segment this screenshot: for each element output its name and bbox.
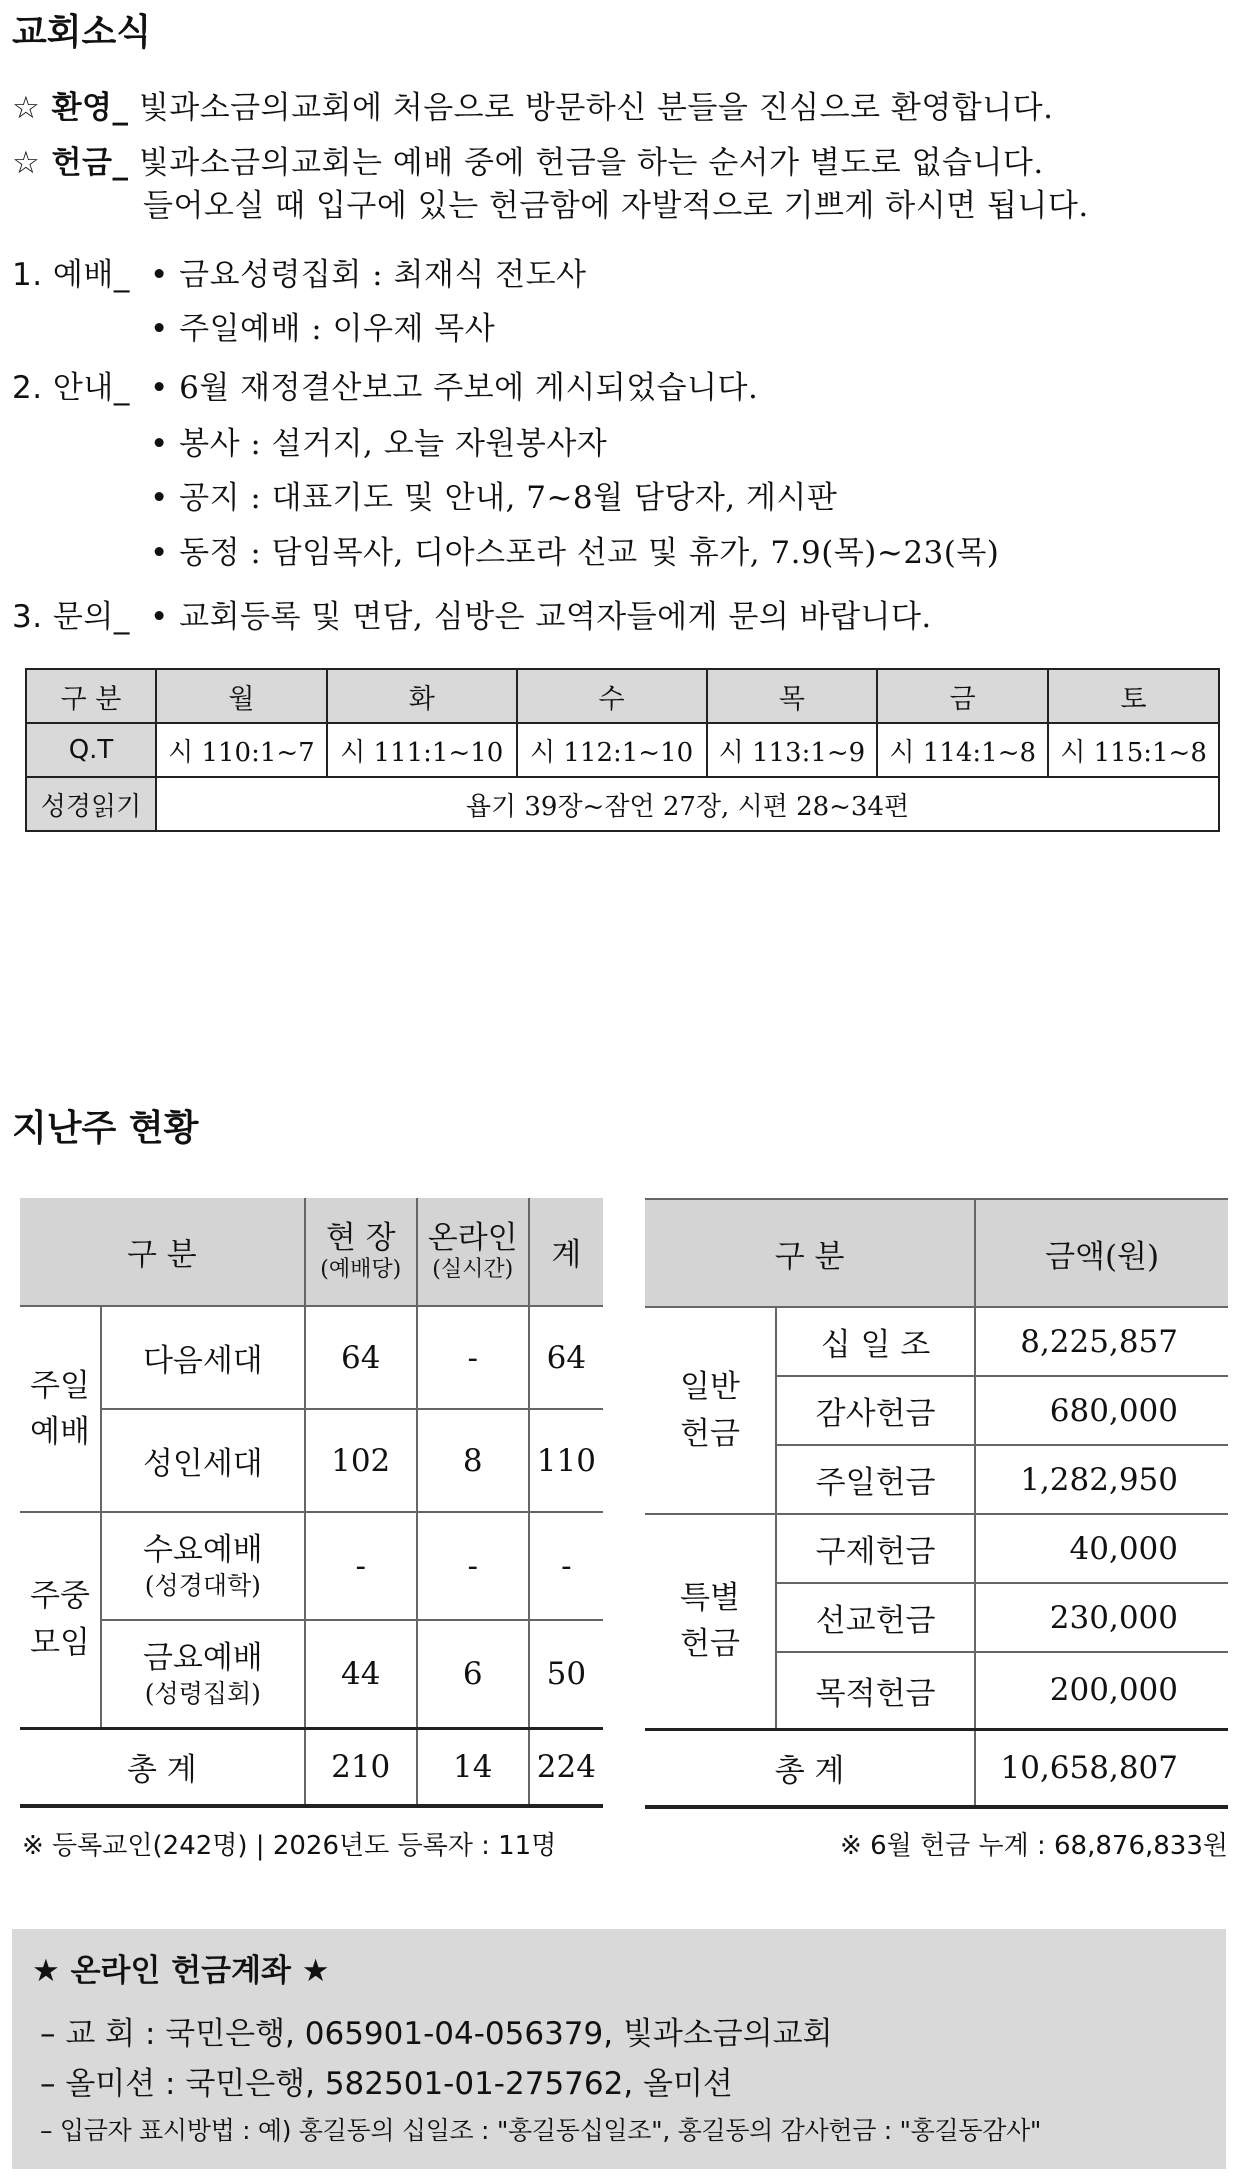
reading-cell: 욥기 39장~잠언 27장, 시편 28~34편 [156,777,1219,831]
table-row [645,1307,1228,1376]
off-group-special [645,1514,776,1729]
att-row-onsite: 44 [305,1620,417,1728]
off-row-name: 감사헌금 [776,1376,975,1445]
att-row-online: - [417,1512,529,1620]
qt-cell: 시 113:1~9 [707,723,878,777]
qt-cell: 시 112:1~10 [517,723,707,777]
att-group-label: 모임 [30,1624,90,1661]
bank-title: ★ 온라인 헌금계좌 ★ [32,1953,330,1989]
att-row-online: - [417,1306,529,1409]
att-group-label: 예배 [30,1414,90,1450]
table-row [20,1512,603,1620]
news-item-text: • 봉사 : 설거지, 오늘 자원봉사자 [150,426,608,462]
off-row-amount: 40,000 [975,1514,1228,1583]
table-row [20,1306,603,1409]
att-header-onsite-sub: (예배당) [320,1256,402,1282]
off-group-general [645,1307,776,1514]
qt-header-cell: 토 [1048,669,1219,723]
off-group-label: 헌금 [680,1415,740,1452]
att-sum-online: 14 [417,1728,529,1806]
att-sum-onsite: 210 [305,1728,417,1806]
welcome-label: ☆ 환영_ [12,90,129,126]
bank-line-allmission: – 올미션 : 국민은행, 582501-01-275762, 올미션 [40,2066,733,2102]
news-item-text: • 공지 : 대표기도 및 안내, 7~8월 담당자, 게시판 [150,480,838,516]
off-row-name: 주일헌금 [776,1445,975,1514]
news-item-text: • 금요성령집회 : 최재식 전도사 [150,257,587,293]
qt-header-cell: 금 [877,669,1048,723]
att-header-gubun: 구 분 [20,1198,305,1306]
att-group-label: 주중 [30,1578,90,1615]
off-sum-label: 총 계 [645,1729,975,1807]
offering-label: ☆ 헌금_ [12,145,129,181]
news-item [12,472,837,517]
news-item-text: • 주일예배 : 이우제 목사 [150,311,496,347]
note-members: ※ 등록교인(242명) | 2026년도 등록자 : 11명 [22,1831,557,1861]
att-group-weekday [20,1512,101,1728]
att-row-name [101,1512,305,1620]
qt-header-cell: 목 [707,669,878,723]
off-row-amount: 230,000 [975,1583,1228,1652]
att-header-onsite-label: 현 장 [325,1220,396,1257]
att-row-onsite: 102 [305,1409,417,1512]
att-row-name-label: 금요예배 [142,1639,263,1676]
off-header-amount: 금액(원) [975,1199,1228,1307]
table-row [645,1514,1228,1583]
off-header-gubun: 구 분 [645,1199,975,1307]
att-header-online [417,1198,529,1306]
qt-row [26,723,1219,777]
off-row-amount: 8,225,857 [975,1307,1228,1376]
table-row [20,1620,603,1728]
off-row-name: 십 일 조 [776,1307,975,1376]
qt-table [25,668,1220,832]
off-sum-amount: 10,658,807 [975,1729,1228,1807]
news-title: 교회소식 [12,12,152,53]
offering-text-2: 들어오실 때 입구에 있는 헌금함에 자발적으로 기쁘게 하시면 됩니다. [143,188,1089,224]
att-header-online-label: 온라인 [427,1220,518,1257]
news-item-text: • 동정 : 담임목사, 디아스포라 선교 및 휴가, 7.9(목)~23(목) [150,535,1000,571]
qt-header-cell: 구 분 [26,669,156,723]
att-sum-row [20,1728,603,1806]
att-row-name-label: 수요예배 [142,1532,263,1568]
off-row-name: 선교헌금 [776,1583,975,1652]
welcome-text: 빛과소금의교회에 처음으로 방문하신 분들을 진심으로 환영합니다. [138,90,1054,126]
off-row-name: 구제헌금 [776,1514,975,1583]
news-item [12,527,999,572]
welcome-line [12,82,1053,127]
off-row-amount: 680,000 [975,1376,1228,1445]
att-group-sunday [20,1306,101,1512]
att-sum-total: 224 [529,1728,603,1806]
att-row-name [101,1620,305,1728]
qt-cell: 시 111:1~10 [327,723,517,777]
reading-row [26,777,1219,831]
bank-line-church: – 교 회 : 국민은행, 065901-04-056379, 빛과소금의교회 [40,2016,833,2052]
offering-table [645,1198,1228,1809]
att-row-total: 64 [529,1306,603,1409]
attendance-table [20,1198,603,1808]
off-group-label: 특별 [680,1579,740,1616]
qt-cell: 시 114:1~8 [877,723,1048,777]
att-row-name-sub: (성령집회) [144,1678,261,1708]
att-row-onsite: - [305,1512,417,1620]
att-header-total: 계 [529,1198,603,1306]
news-item-text: • 6월 재정결산보고 주보에 게시되었습니다. [150,370,759,406]
off-sum-row [645,1729,1228,1807]
att-header-online-sub: (실시간) [432,1256,514,1282]
qt-header-cell: 화 [327,669,517,723]
note-offering-total: ※ 6월 헌금 누계 : 68,876,833원 [840,1831,1228,1861]
table-row [20,1409,603,1512]
bank-account-box [12,1929,1226,2169]
news-item-label: 3. 문의_ [12,599,130,635]
news-item-label: 1. 예배_ [12,257,130,293]
off-group-label: 헌금 [680,1626,740,1663]
offering-header-row [645,1199,1228,1307]
qt-label: Q.T [26,723,156,777]
att-row-onsite: 64 [305,1306,417,1409]
qt-header-cell: 월 [156,669,327,723]
off-row-amount: 200,000 [975,1652,1228,1729]
qt-header-cell: 수 [517,669,707,723]
att-sum-label: 총 계 [20,1728,305,1806]
att-row-total: - [529,1512,603,1620]
reading-label: 성경읽기 [26,777,156,831]
off-row-name: 목적헌금 [776,1652,975,1729]
news-item [12,591,932,636]
att-row-name: 다음세대 [101,1306,305,1409]
news-item [12,303,495,348]
off-group-label: 일반 [680,1369,740,1405]
att-row-total: 110 [529,1409,603,1512]
status-title: 지난주 현황 [12,1108,199,1149]
att-row-name: 성인세대 [101,1409,305,1512]
news-item [12,418,607,463]
offering-line [12,137,1044,182]
news-item [12,362,758,407]
att-header-onsite [305,1198,417,1306]
news-item-label: 2. 안내_ [12,370,130,406]
news-item [12,249,587,294]
qt-cell: 시 110:1~7 [156,723,327,777]
att-row-total: 50 [529,1620,603,1728]
qt-header-row [26,669,1219,723]
bank-line-depositor: – 입금자 표시방법 : 예) 홍길동의 십일조 : "홍길동십일조", 홍길동의 감사헌금 : "홍길동감사" [40,2116,1042,2145]
news-item-text: • 교회등록 및 면담, 심방은 교역자들에게 문의 바랍니다. [150,599,932,635]
qt-cell: 시 115:1~8 [1048,723,1219,777]
att-row-online: 6 [417,1620,529,1728]
attendance-header-row [20,1198,603,1306]
offering-text-1: 빛과소금의교회는 예배 중에 헌금을 하는 순서가 별도로 없습니다. [138,145,1044,181]
att-row-online: 8 [417,1409,529,1512]
att-group-label: 주일 [30,1367,90,1404]
att-row-name-sub: (성경대학) [144,1570,261,1600]
off-row-amount: 1,282,950 [975,1445,1228,1514]
